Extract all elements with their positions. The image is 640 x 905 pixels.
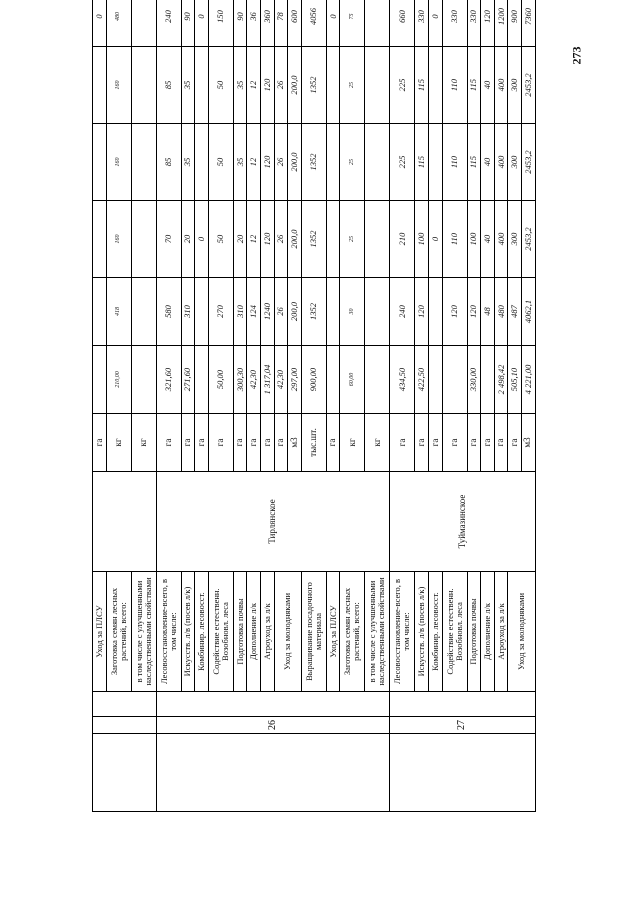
total-cell: 42,30 <box>247 346 261 414</box>
unit-cell: га <box>508 414 522 472</box>
year-value-cell: 26 <box>274 278 288 346</box>
table-row <box>415 0 429 812</box>
year-value-cell: 225 <box>390 47 415 124</box>
year-value-cell <box>195 278 209 346</box>
activity-name: Комбинир. лесовосст. <box>195 572 209 692</box>
year-value-cell <box>131 47 156 124</box>
total-cell: 4 221,00 <box>521 346 535 414</box>
total-cell: 330,00 <box>467 346 481 414</box>
period-total-cell: 4056 <box>301 0 326 47</box>
spacer-cell <box>156 734 390 812</box>
period-total-cell: 240 <box>156 0 181 47</box>
period-total-cell <box>131 0 156 47</box>
table-row <box>301 0 326 812</box>
total-cell: 1 317,04 <box>260 346 274 414</box>
total-cell <box>442 346 467 414</box>
year-value-cell: 400 <box>494 47 508 124</box>
activity-name: Содействие естественн. Возобновл. леса <box>442 572 467 692</box>
spacer-cell <box>390 734 535 812</box>
table-row <box>340 0 365 812</box>
activity-name: Заготовка семян лесных растений, всего: <box>340 572 365 692</box>
year-value-cell: 300 <box>508 124 522 201</box>
year-value-cell: 4062,1 <box>521 278 535 346</box>
unit-cell: тыс.шт. <box>301 414 326 472</box>
activity-name: Содействие естественн. Возобновл. леса <box>208 572 233 692</box>
unit-cell: га <box>208 414 233 472</box>
year-value-cell: 40 <box>481 201 495 278</box>
period-total-cell: 90 <box>233 0 247 47</box>
year-value-cell: 1352 <box>301 201 326 278</box>
unit-cell: га <box>494 414 508 472</box>
year-value-cell: 110 <box>442 201 467 278</box>
unit-cell: кг <box>365 414 390 472</box>
year-value-cell: 50 <box>208 47 233 124</box>
activity-name: Заготовка семян лесных растений, всего: <box>106 572 131 692</box>
activity-name: в том числе с улучшенными наследственными свойствами <box>365 572 390 692</box>
activity-name: Уход за молодняками <box>508 572 535 692</box>
table-row <box>508 0 522 812</box>
table-row <box>247 0 261 812</box>
year-value-cell: 300 <box>508 201 522 278</box>
period-total-cell: 0 <box>93 0 107 47</box>
year-value-cell: 300 <box>508 47 522 124</box>
year-value-cell: 120 <box>442 278 467 346</box>
period-total-cell: 150 <box>208 0 233 47</box>
period-total-cell: 900 <box>508 0 522 47</box>
activity-name: в том числе с улучшенными наследственными свойствами <box>131 572 156 692</box>
year-value-cell: 30 <box>340 278 365 346</box>
year-value-cell: 35 <box>181 47 195 124</box>
year-value-cell <box>428 47 442 124</box>
year-value-cell <box>93 278 107 346</box>
year-value-cell: 120 <box>260 47 274 124</box>
year-value-cell <box>195 124 209 201</box>
unit-cell: га <box>260 414 274 472</box>
year-value-cell: 200,0 <box>288 47 302 124</box>
year-value-cell: 120 <box>260 201 274 278</box>
year-value-cell: 110 <box>442 124 467 201</box>
forestry-name: Туймазинское <box>390 472 535 572</box>
year-value-cell <box>131 124 156 201</box>
year-value-cell: 2453,2 <box>521 47 535 124</box>
year-value-cell: 400 <box>494 124 508 201</box>
activity-name: Подготовка почвы <box>467 572 481 692</box>
total-cell: 60,00 <box>340 346 365 414</box>
unit-cell: кг <box>106 414 131 472</box>
year-value-cell <box>365 47 390 124</box>
table-row <box>494 0 508 812</box>
year-value-cell: 50 <box>208 124 233 201</box>
year-value-cell: 200,0 <box>288 124 302 201</box>
year-value-cell: 70 <box>156 201 181 278</box>
region-number: 27 <box>390 717 535 734</box>
unit-cell: га <box>326 414 340 472</box>
unit-cell: га <box>156 414 181 472</box>
year-value-cell: 100 <box>467 201 481 278</box>
unit-cell: га <box>481 414 495 472</box>
period-total-cell: 36 <box>247 0 261 47</box>
year-value-cell <box>93 47 107 124</box>
unit-cell: кг <box>131 414 156 472</box>
year-value-cell: 35 <box>233 47 247 124</box>
activity-name: Лесовосстановление-всего, в том числе: <box>390 572 415 692</box>
year-value-cell: 240 <box>390 278 415 346</box>
unit-cell: га <box>233 414 247 472</box>
year-value-cell: 120 <box>260 124 274 201</box>
spacer-cell <box>156 692 390 717</box>
year-value-cell <box>428 124 442 201</box>
total-cell <box>428 346 442 414</box>
period-total-cell: 1200 <box>494 0 508 47</box>
total-cell <box>131 346 156 414</box>
total-cell: 50,00 <box>208 346 233 414</box>
year-value-cell <box>326 124 340 201</box>
total-cell <box>195 346 209 414</box>
table-row <box>106 0 131 812</box>
year-value-cell: 2453,2 <box>521 124 535 201</box>
unit-cell: кг <box>340 414 365 472</box>
activity-name: Дополнение л/к <box>247 572 261 692</box>
region-number: 26 <box>156 717 390 734</box>
activity-name: Уход за ПЛСУ <box>93 572 107 692</box>
year-value-cell: 480 <box>494 278 508 346</box>
year-value-cell: 26 <box>274 201 288 278</box>
unit-cell: га <box>415 414 429 472</box>
unit-cell: га <box>442 414 467 472</box>
spacer-cell <box>93 692 157 717</box>
period-total-cell: 330 <box>415 0 429 47</box>
year-value-cell: 12 <box>247 124 261 201</box>
year-value-cell: 25 <box>340 201 365 278</box>
year-value-cell: 115 <box>415 124 429 201</box>
period-total-cell: 0 <box>326 0 340 47</box>
forest-plan-table <box>92 0 536 812</box>
forestry-name <box>93 472 157 572</box>
activity-name: Агроуход за л/к <box>494 572 508 692</box>
unit-cell: м3 <box>288 414 302 472</box>
unit-cell: га <box>390 414 415 472</box>
table-row <box>365 0 390 812</box>
total-cell: 297,00 <box>288 346 302 414</box>
table-row <box>156 0 181 812</box>
year-value-cell: 50 <box>208 201 233 278</box>
table-row <box>195 0 209 812</box>
total-cell <box>365 346 390 414</box>
table-row <box>481 0 495 812</box>
total-cell: 42,30 <box>274 346 288 414</box>
total-cell <box>93 346 107 414</box>
year-value-cell <box>428 278 442 346</box>
table-row <box>208 0 233 812</box>
year-value-cell: 200,0 <box>288 278 302 346</box>
year-value-cell: 310 <box>233 278 247 346</box>
year-value-cell: 26 <box>274 47 288 124</box>
period-total-cell: 360 <box>260 0 274 47</box>
year-value-cell: 115 <box>467 124 481 201</box>
period-total-cell: 75 <box>340 0 365 47</box>
year-value-cell: 0 <box>195 201 209 278</box>
year-value-cell: 85 <box>156 47 181 124</box>
unit-cell: га <box>93 414 107 472</box>
unit-cell: га <box>181 414 195 472</box>
total-cell: 321,60 <box>156 346 181 414</box>
year-value-cell: 25 <box>340 47 365 124</box>
year-value-cell: 200,0 <box>288 201 302 278</box>
total-cell: 505,10 <box>508 346 522 414</box>
year-value-cell: 35 <box>181 124 195 201</box>
period-total-cell: 90 <box>181 0 195 47</box>
year-value-cell: 1240 <box>260 278 274 346</box>
table-row <box>233 0 247 812</box>
year-value-cell: 20 <box>233 201 247 278</box>
period-total-cell: 600 <box>288 0 302 47</box>
year-value-cell: 487 <box>508 278 522 346</box>
period-total-cell: 78 <box>274 0 288 47</box>
year-value-cell <box>326 201 340 278</box>
year-value-cell: 26 <box>274 124 288 201</box>
unit-cell: га <box>428 414 442 472</box>
year-value-cell: 310 <box>181 278 195 346</box>
total-cell: 434,50 <box>390 346 415 414</box>
total-cell: 900,00 <box>301 346 326 414</box>
spacer-cell <box>93 734 157 812</box>
year-value-cell: 115 <box>467 47 481 124</box>
unit-cell: га <box>247 414 261 472</box>
unit-cell: га <box>467 414 481 472</box>
period-total-cell: 120 <box>481 0 495 47</box>
activity-name: Уход за ПЛСУ <box>326 572 340 692</box>
table-row <box>131 0 156 812</box>
year-value-cell <box>93 124 107 201</box>
table-row <box>467 0 481 812</box>
activity-name: Выращивание посадочного материала <box>301 572 326 692</box>
year-value-cell: 124 <box>247 278 261 346</box>
total-cell: 422,50 <box>415 346 429 414</box>
spacer-cell <box>390 692 535 717</box>
forestry-name: Тирлянское <box>156 472 390 572</box>
year-value-cell: 12 <box>247 201 261 278</box>
year-value-cell: 1352 <box>301 278 326 346</box>
table-row <box>93 0 107 812</box>
year-value-cell: 110 <box>442 47 467 124</box>
table-row <box>260 0 274 812</box>
year-value-cell <box>365 278 390 346</box>
table-row <box>181 0 195 812</box>
activity-name: Искусств. л/в (посев л/к) <box>415 572 429 692</box>
year-value-cell: 20 <box>181 201 195 278</box>
activity-name: Дополнение л/к <box>481 572 495 692</box>
period-total-cell: 660 <box>390 0 415 47</box>
year-value-cell <box>131 278 156 346</box>
year-value-cell: 25 <box>340 124 365 201</box>
activity-name: Агроуход за л/к <box>260 572 274 692</box>
year-value-cell: 400 <box>494 201 508 278</box>
year-value-cell: 580 <box>156 278 181 346</box>
year-value-cell: 48 <box>481 278 495 346</box>
year-value-cell: 0 <box>428 201 442 278</box>
year-value-cell: 1352 <box>301 47 326 124</box>
table-row <box>274 0 288 812</box>
rotated-table <box>92 8 572 812</box>
period-total-cell: 330 <box>467 0 481 47</box>
table-row <box>442 0 467 812</box>
year-value-cell: 1352 <box>301 124 326 201</box>
total-cell: 300,30 <box>233 346 247 414</box>
year-value-cell: 120 <box>467 278 481 346</box>
activity-name: Лесовосстановление-всего, в том числе: <box>156 572 181 692</box>
total-cell <box>481 346 495 414</box>
year-value-cell: 120 <box>415 278 429 346</box>
year-value-cell: 40 <box>481 124 495 201</box>
page-number: 273 <box>569 46 584 65</box>
year-value-cell: 40 <box>481 47 495 124</box>
year-value-cell: 160 <box>106 124 131 201</box>
year-value-cell: 12 <box>247 47 261 124</box>
region-number <box>93 717 157 734</box>
period-total-cell: 0 <box>195 0 209 47</box>
year-value-cell: 160 <box>106 47 131 124</box>
period-total-cell <box>365 0 390 47</box>
year-value-cell: 35 <box>233 124 247 201</box>
activity-name: Искусств. л/в (посев л/к) <box>181 572 195 692</box>
year-value-cell <box>195 47 209 124</box>
table-row <box>428 0 442 812</box>
year-value-cell <box>93 201 107 278</box>
year-value-cell: 115 <box>415 47 429 124</box>
activity-name: Комбинир. лесовосст. <box>428 572 442 692</box>
unit-cell: га <box>195 414 209 472</box>
period-total-cell: 0 <box>428 0 442 47</box>
year-value-cell: 270 <box>208 278 233 346</box>
activity-name: Уход за молодняками <box>274 572 301 692</box>
year-value-cell: 418 <box>106 278 131 346</box>
year-value-cell: 2453,2 <box>521 201 535 278</box>
period-total-cell: 480 <box>106 0 131 47</box>
year-value-cell <box>131 201 156 278</box>
year-value-cell: 210 <box>390 201 415 278</box>
year-value-cell: 160 <box>106 201 131 278</box>
unit-cell: га <box>274 414 288 472</box>
year-value-cell <box>365 124 390 201</box>
table-row <box>326 0 340 812</box>
period-total-cell: 330 <box>442 0 467 47</box>
year-value-cell <box>326 278 340 346</box>
total-cell <box>326 346 340 414</box>
year-value-cell: 85 <box>156 124 181 201</box>
year-value-cell <box>326 47 340 124</box>
table-row <box>390 0 415 812</box>
total-cell: 2 498,42 <box>494 346 508 414</box>
total-cell: 210,00 <box>106 346 131 414</box>
period-total-cell: 7360 <box>521 0 535 47</box>
year-value-cell: 225 <box>390 124 415 201</box>
activity-name: Подготовка почвы <box>233 572 247 692</box>
year-value-cell: 100 <box>415 201 429 278</box>
year-value-cell <box>365 201 390 278</box>
total-cell: 271,60 <box>181 346 195 414</box>
unit-cell: м3 <box>521 414 535 472</box>
